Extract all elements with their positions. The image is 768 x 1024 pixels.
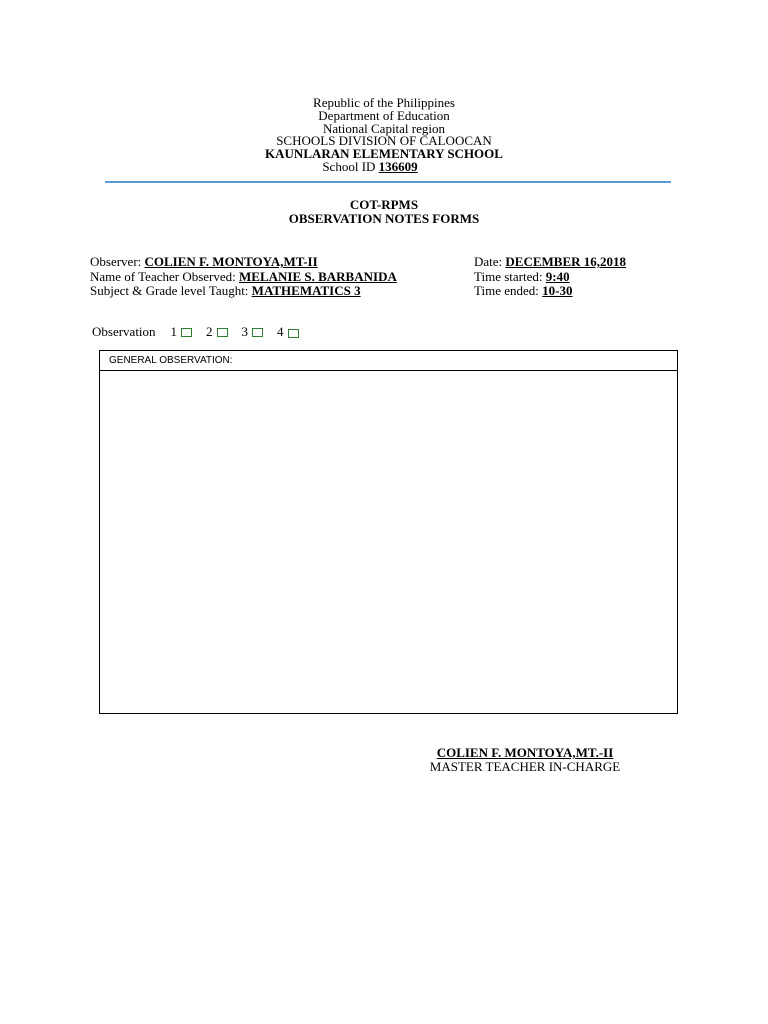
signatory-name: COLIEN F. MONTOYA,MT.-II — [436, 745, 614, 760]
header-divider — [105, 181, 671, 183]
form-subtitle: OBSERVATION NOTES FORMS — [288, 211, 480, 226]
form-titles — [0, 198, 768, 226]
date-value: DECEMBER 16,2018 — [505, 254, 627, 269]
signatory-title: MASTER TEACHER IN-CHARGE — [429, 759, 621, 774]
letterhead-line-republic: Republic of the Philippines — [313, 95, 455, 110]
observation-option-1-label: 1 — [170, 324, 178, 339]
time-started-row — [474, 270, 626, 285]
general-observation-panel — [99, 350, 678, 714]
observer-value: COLIEN F. MONTOYA,MT-II — [144, 254, 318, 269]
observation-option-1-checkbox[interactable] — [181, 328, 192, 337]
letterhead-line-school: KAUNLARAN ELEMENTARY SCHOOL — [265, 146, 503, 162]
letterhead-line-department: Department of Education — [318, 107, 450, 123]
time-ended-row — [474, 284, 626, 299]
observer-label: Observer: — [90, 254, 145, 269]
time-info — [474, 255, 626, 299]
time-started-label: Time started: — [474, 268, 546, 284]
general-observation-notes-area[interactable] — [100, 371, 677, 711]
observation-option-4-checkbox[interactable] — [288, 329, 299, 338]
observation-label: Observation — [92, 324, 156, 339]
date-label: Date: — [474, 254, 506, 269]
observation-option-3-label: 3 — [241, 324, 249, 339]
subject-label: Subject & Grade level Taught: — [90, 283, 252, 298]
teacher-row — [90, 270, 397, 285]
teacher-value: MELANIE S. BARBANIDA — [239, 268, 397, 284]
subject-row — [90, 284, 397, 299]
teacher-label: Name of Teacher Observed: — [90, 268, 240, 284]
school-id — [0, 158, 768, 174]
observation-option-2-label: 2 — [206, 324, 213, 339]
letterhead-line-region: National Capital region — [322, 120, 446, 136]
observation-selector — [92, 324, 299, 340]
observation-option-3-checkbox[interactable] — [252, 328, 263, 337]
time-started-value: 9:40 — [545, 268, 570, 284]
letterhead — [0, 97, 768, 174]
observation-option-2-checkbox[interactable] — [217, 328, 228, 337]
school-id-label: School ID — [322, 158, 379, 174]
general-observation-heading: GENERAL OBSERVATION: — [100, 351, 677, 371]
observer-row — [90, 255, 397, 270]
date-row — [474, 255, 626, 270]
observer-info — [90, 255, 397, 299]
time-ended-label: Time ended: — [474, 283, 543, 298]
time-ended-value: 10-30 — [542, 283, 573, 298]
signature-block — [380, 746, 670, 774]
school-id-value: 136609 — [378, 158, 418, 174]
form-title: COT-RPMS — [349, 197, 419, 212]
subject-value: MATHEMATICS 3 — [251, 283, 361, 298]
letterhead-line-division: SCHOOLS DIVISION OF CALOOCAN — [276, 133, 492, 149]
observation-option-4-label: 4 — [277, 324, 284, 339]
